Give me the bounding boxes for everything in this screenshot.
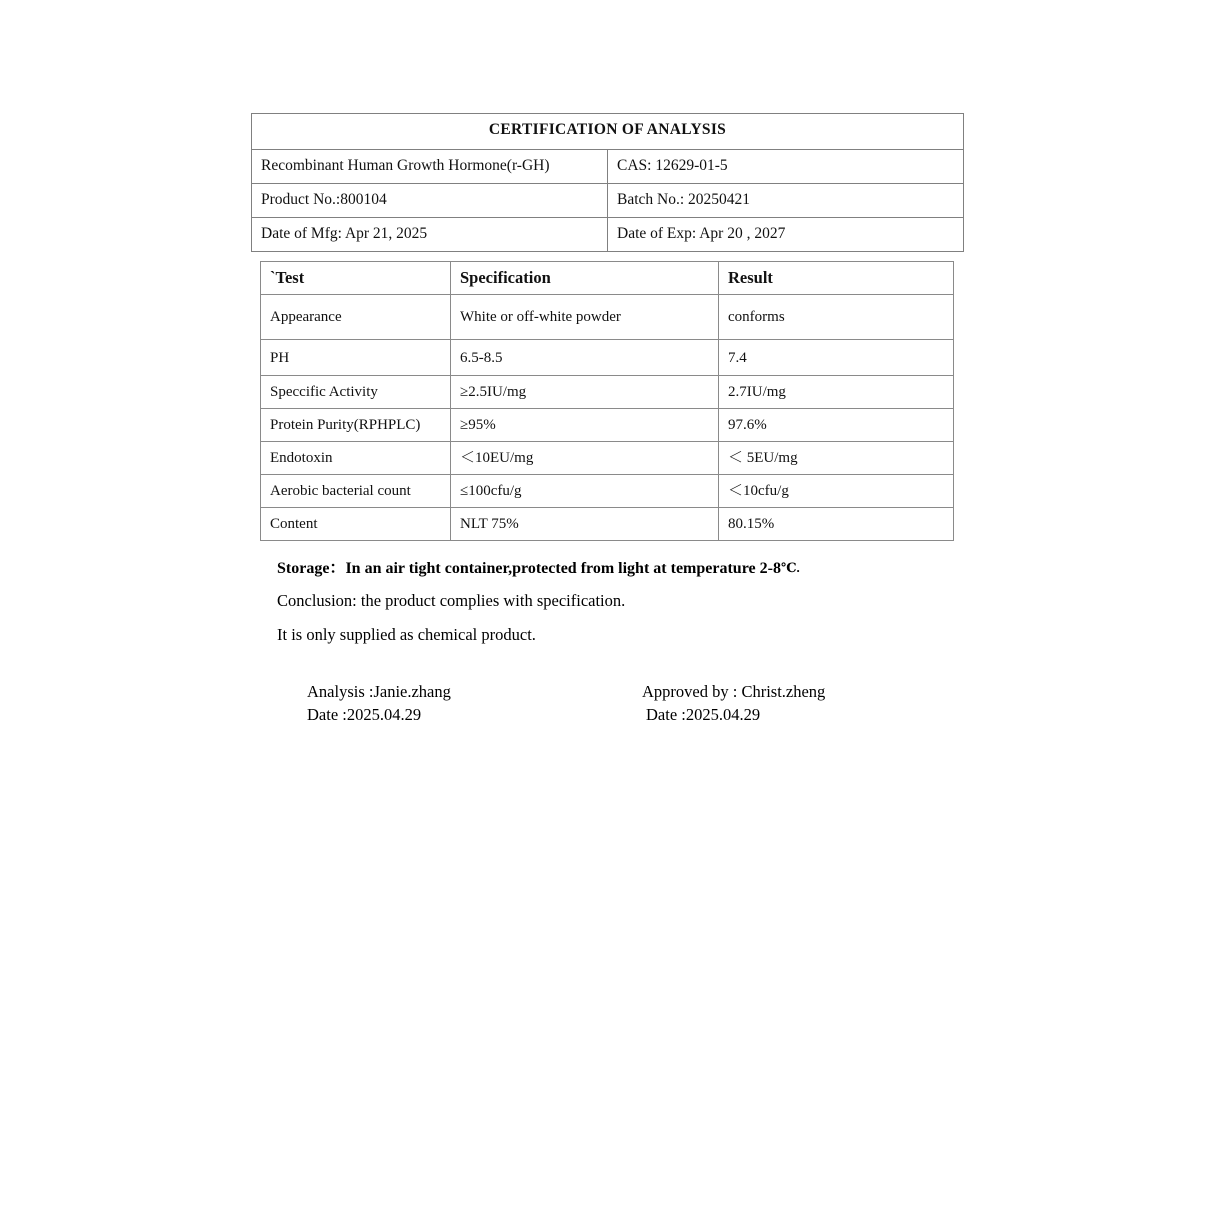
column-header-result: Result xyxy=(719,262,954,295)
storage-temperature-unit: ℃. xyxy=(780,560,800,575)
specification-cell: ≥2.5IU/mg xyxy=(451,376,719,409)
test-name-cell: PH xyxy=(261,340,451,376)
analysis-by-label: Analysis :Janie.zhang xyxy=(307,682,451,701)
notes-block xyxy=(277,560,977,660)
table-row xyxy=(252,217,964,251)
result-cell: 7.4 xyxy=(719,340,954,376)
table-row xyxy=(261,442,954,475)
result-cell: conforms xyxy=(719,295,954,340)
date-of-exp-cell: Date of Exp: Apr 20 , 2027 xyxy=(608,217,964,251)
supply-note: It is only supplied as chemical product. xyxy=(277,624,536,644)
cas-number-cell: CAS: 12629-01-5 xyxy=(608,149,964,183)
product-name-cell: Recombinant Human Growth Hormone(r-GH) xyxy=(252,149,608,183)
table-header-row xyxy=(261,262,954,295)
result-cell: 2.7IU/mg xyxy=(719,376,954,409)
table-row xyxy=(261,409,954,442)
storage-note xyxy=(277,560,977,578)
specification-cell: ＜10EU/mg xyxy=(451,442,719,475)
table-row xyxy=(252,183,964,217)
approved-by-label: Approved by : Christ.zheng xyxy=(642,682,826,701)
table-row xyxy=(261,376,954,409)
product-number-cell: Product No.:800104 xyxy=(252,183,608,217)
result-cell: ＜ 5EU/mg xyxy=(719,442,954,475)
table-row xyxy=(261,295,954,340)
specification-cell: ≥95% xyxy=(451,409,719,442)
test-name-cell: Protein Purity(RPHPLC) xyxy=(261,409,451,442)
page-title: CERTIFICATION OF ANALYSIS xyxy=(252,114,964,150)
approval-date: Date :2025.04.29 xyxy=(646,705,761,725)
document-title-row xyxy=(252,114,964,150)
approval-signature-column xyxy=(642,680,947,727)
column-header-specification: Specification xyxy=(451,262,719,295)
test-name-cell: Endotoxin xyxy=(261,442,451,475)
table-row xyxy=(261,475,954,508)
column-header-test: `Test xyxy=(261,262,451,295)
test-name-cell: Aerobic bacterial count xyxy=(261,475,451,508)
table-row xyxy=(261,340,954,376)
product-identification-table xyxy=(251,113,964,252)
specification-cell: NLT 75% xyxy=(451,508,719,541)
test-name-cell: Content xyxy=(261,508,451,541)
storage-label: Storage： xyxy=(277,560,346,577)
result-cell: 80.15% xyxy=(719,508,954,541)
date-of-mfg-cell: Date of Mfg: Apr 21, 2025 xyxy=(252,217,608,251)
result-cell: 97.6% xyxy=(719,409,954,442)
test-name-cell: Appearance xyxy=(261,295,451,340)
storage-text: In an air tight container,protected from light at temperature 2-8 xyxy=(345,560,781,577)
analysis-results-table xyxy=(260,261,954,541)
specification-cell: White or off-white powder xyxy=(451,295,719,340)
specification-cell: ≤100cfu/g xyxy=(451,475,719,508)
test-name-cell: Speccific Activity xyxy=(261,376,451,409)
table-row xyxy=(252,149,964,183)
table-row xyxy=(261,508,954,541)
specification-cell: 6.5-8.5 xyxy=(451,340,719,376)
signature-block xyxy=(307,680,947,727)
conclusion-note: Conclusion: the product complies with specification. xyxy=(277,590,626,610)
analysis-date: Date :2025.04.29 xyxy=(307,705,422,725)
batch-number-cell: Batch No.: 20250421 xyxy=(608,183,964,217)
analysis-signature-column xyxy=(307,680,642,727)
result-cell: ＜10cfu/g xyxy=(719,475,954,508)
